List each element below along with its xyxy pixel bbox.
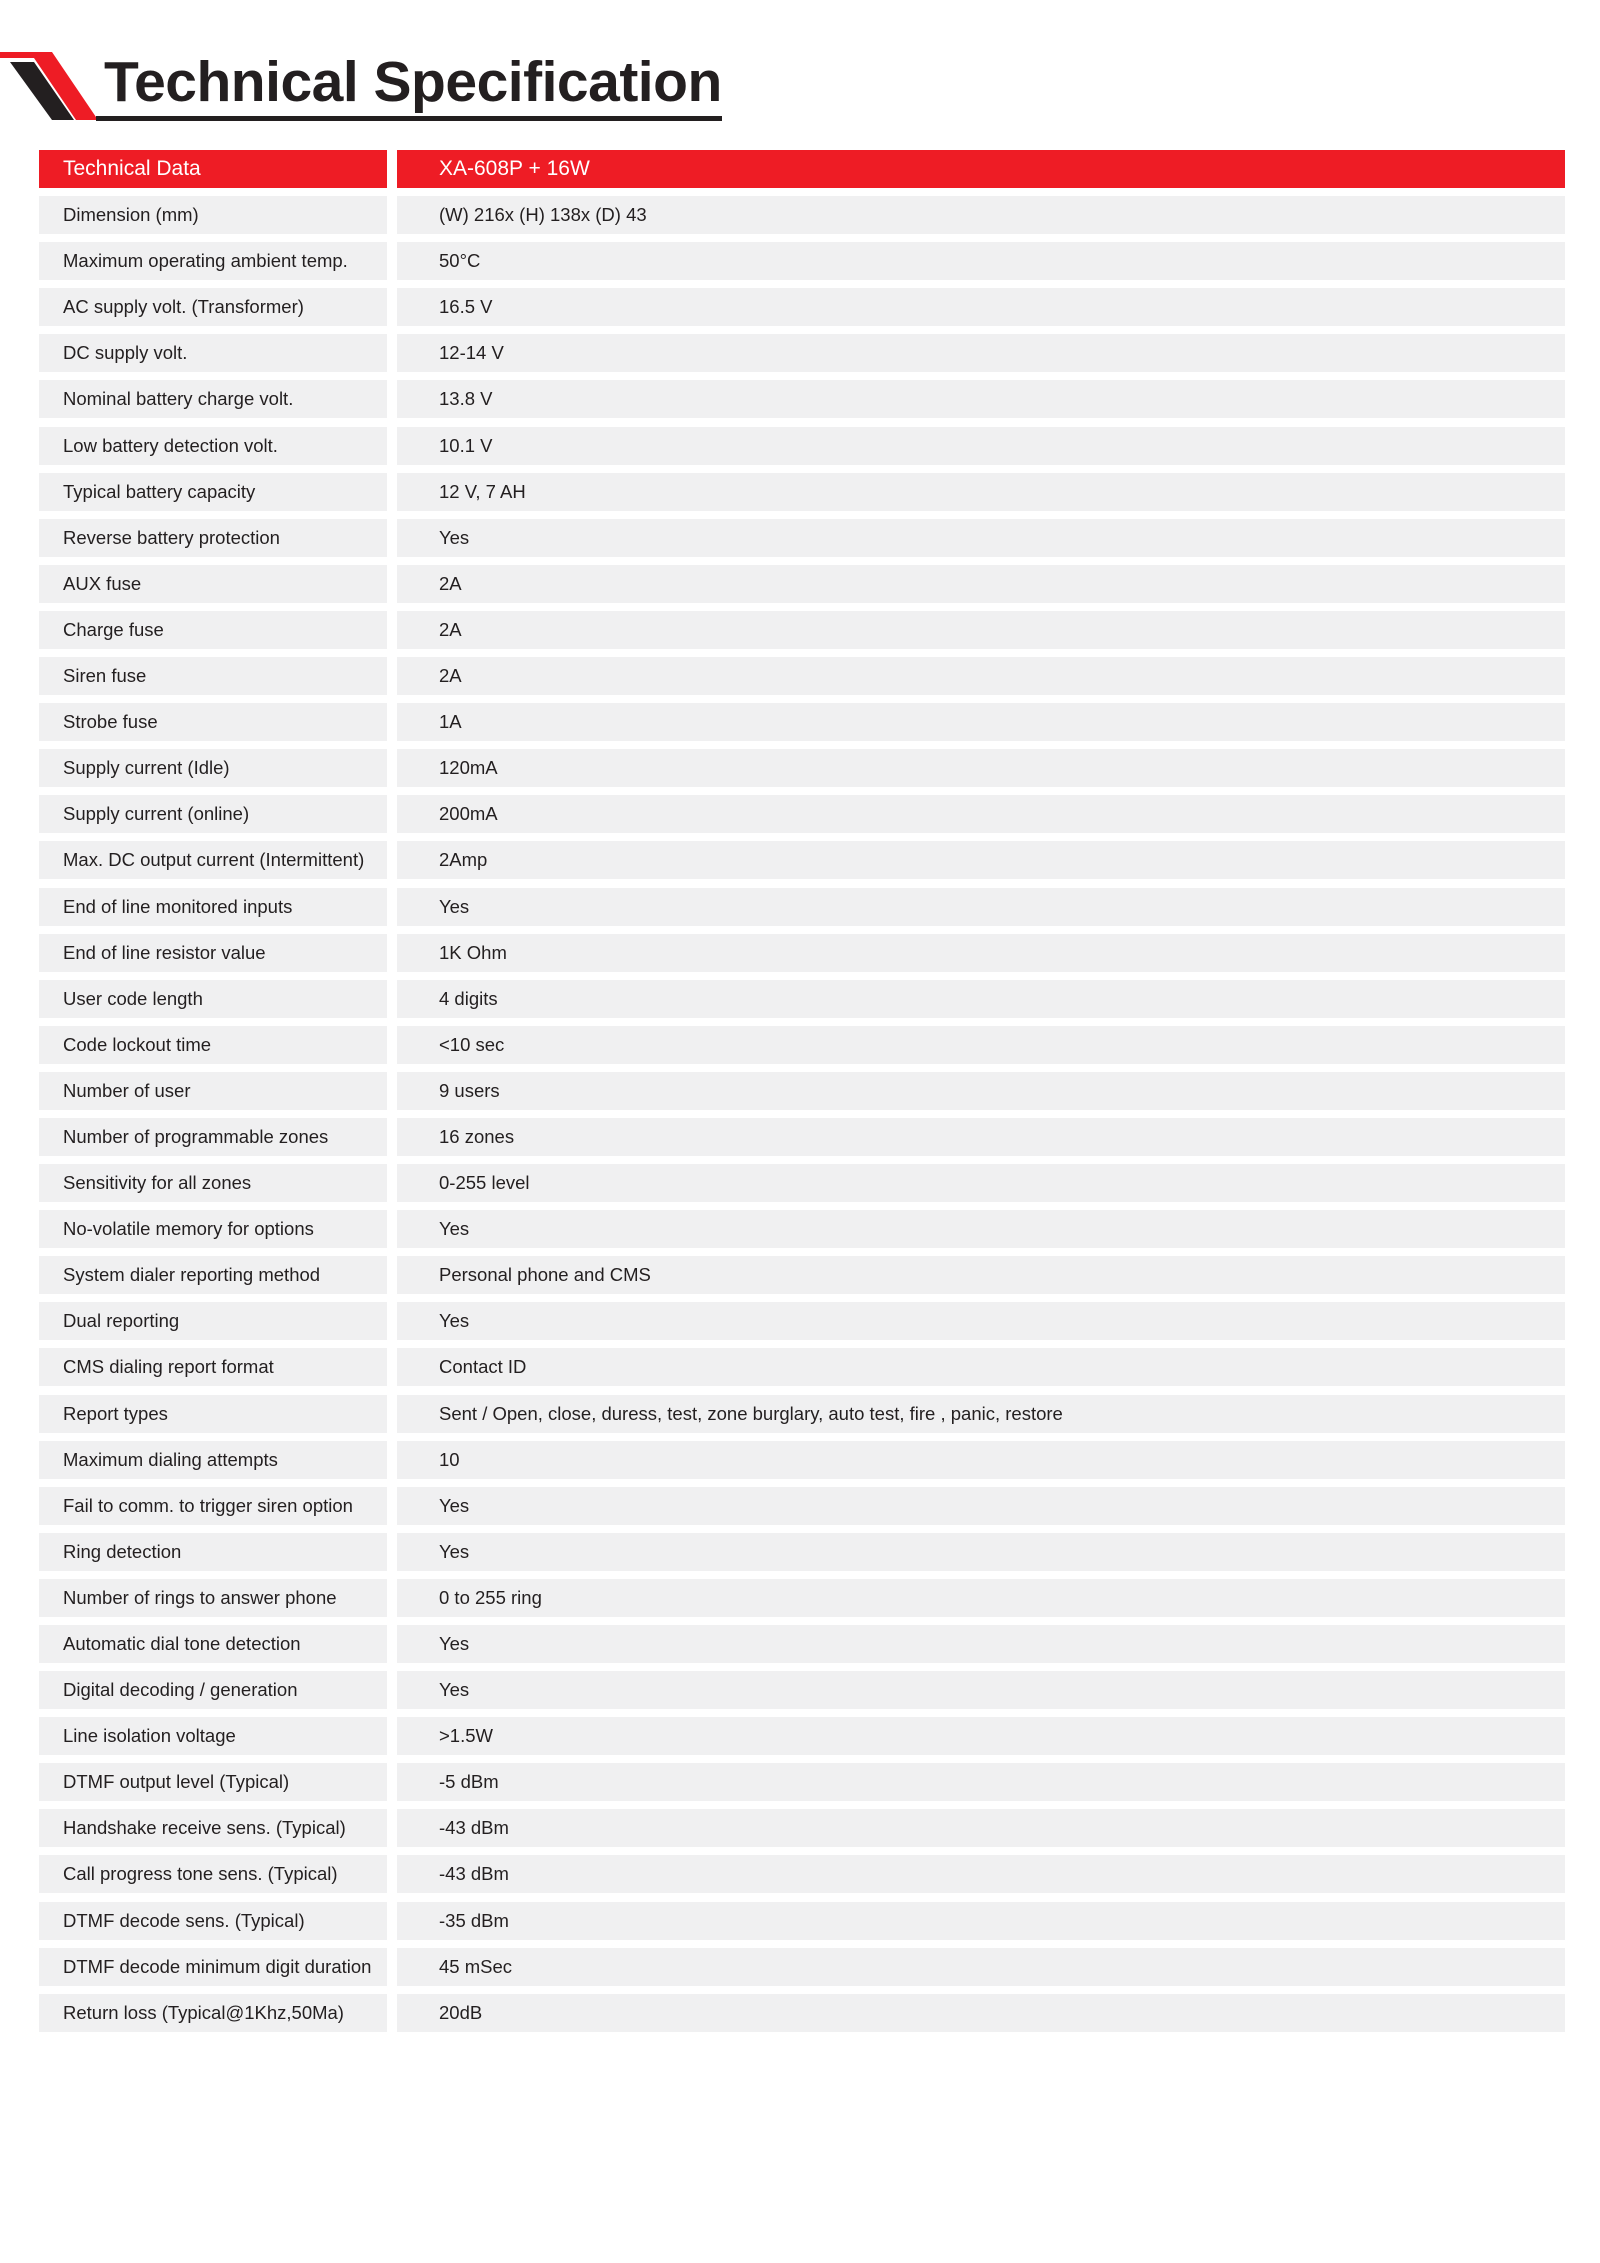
spec-label: AUX fuse [39,565,387,603]
table-row [39,980,1565,1018]
spec-value: 1A [397,703,1565,741]
spec-label: Fail to comm. to trigger siren option [39,1487,387,1525]
table-header-row [39,150,1565,188]
spec-value: 2Amp [397,841,1565,879]
table-row [39,1256,1565,1294]
spec-label: End of line resistor value [39,934,387,972]
spec-label: Code lockout time [39,1026,387,1064]
spec-value: >1.5W [397,1717,1565,1755]
spec-label: Typical battery capacity [39,473,387,511]
table-row [39,242,1565,280]
spec-value: 16.5 V [397,288,1565,326]
spec-value: Yes [397,1487,1565,1525]
spec-value: -5 dBm [397,1763,1565,1801]
spec-table [39,150,1565,2040]
spec-value: Yes [397,888,1565,926]
spec-value: 9 users [397,1072,1565,1110]
spec-label: Supply current (online) [39,795,387,833]
spec-value: Contact ID [397,1348,1565,1386]
table-row [39,1994,1565,2032]
spec-label: Ring detection [39,1533,387,1571]
spec-value: (W) 216x (H) 138x (D) 43 [397,196,1565,234]
spec-label: Max. DC output current (Intermittent) [39,841,387,879]
table-row [39,473,1565,511]
spec-value: -43 dBm [397,1809,1565,1847]
spec-value: 10.1 V [397,427,1565,465]
spec-label: Digital decoding / generation [39,1671,387,1709]
page-header [0,40,740,130]
spec-value: <10 sec [397,1026,1565,1064]
table-row [39,380,1565,418]
spec-value: Yes [397,519,1565,557]
table-row [39,1210,1565,1248]
spec-label: Maximum dialing attempts [39,1441,387,1479]
spec-value: 200mA [397,795,1565,833]
spec-label: Strobe fuse [39,703,387,741]
table-row [39,427,1565,465]
table-row [39,1625,1565,1663]
header-model: XA-608P + 16W [397,150,1565,188]
table-row [39,611,1565,649]
table-row [39,749,1565,787]
table-row [39,1072,1565,1110]
header-technical-data: Technical Data [39,150,387,188]
spec-value: Yes [397,1671,1565,1709]
spec-value: 2A [397,611,1565,649]
table-row [39,934,1565,972]
table-row [39,1717,1565,1755]
table-row [39,288,1565,326]
spec-label: Report types [39,1395,387,1433]
table-row [39,1809,1565,1847]
spec-label: No-volatile memory for options [39,1210,387,1248]
spec-label: Automatic dial tone detection [39,1625,387,1663]
spec-label: Supply current (Idle) [39,749,387,787]
spec-value: Yes [397,1625,1565,1663]
table-row [39,334,1565,372]
table-row [39,519,1565,557]
table-row [39,1855,1565,1893]
table-row [39,703,1565,741]
spec-value: 0-255 level [397,1164,1565,1202]
spec-value: 13.8 V [397,380,1565,418]
spec-label: Handshake receive sens. (Typical) [39,1809,387,1847]
spec-value: Personal phone and CMS [397,1256,1565,1294]
spec-label: Sensitivity for all zones [39,1164,387,1202]
spec-label: System dialer reporting method [39,1256,387,1294]
spec-value: 0 to 255 ring [397,1579,1565,1617]
spec-label: CMS dialing report format [39,1348,387,1386]
spec-value: Yes [397,1302,1565,1340]
table-row [39,1118,1565,1156]
table-row [39,1533,1565,1571]
table-row [39,1579,1565,1617]
table-row [39,841,1565,879]
table-row [39,1441,1565,1479]
spec-value: 2A [397,565,1565,603]
table-row [39,1671,1565,1709]
spec-label: Number of programmable zones [39,1118,387,1156]
spec-label: Line isolation voltage [39,1717,387,1755]
spec-value: Yes [397,1210,1565,1248]
table-row [39,1763,1565,1801]
table-row [39,1948,1565,1986]
spec-label: Nominal battery charge volt. [39,380,387,418]
spec-value: -35 dBm [397,1902,1565,1940]
table-row [39,1164,1565,1202]
spec-value: 12-14 V [397,334,1565,372]
spec-label: Low battery detection volt. [39,427,387,465]
spec-label: AC supply volt. (Transformer) [39,288,387,326]
spec-label: Siren fuse [39,657,387,695]
table-row [39,1487,1565,1525]
table-row [39,1395,1565,1433]
table-row [39,1902,1565,1940]
spec-label: DTMF decode sens. (Typical) [39,1902,387,1940]
spec-label: Dual reporting [39,1302,387,1340]
spec-label: Maximum operating ambient temp. [39,242,387,280]
table-row [39,1348,1565,1386]
table-row [39,1026,1565,1064]
spec-label: Number of user [39,1072,387,1110]
spec-value: 4 digits [397,980,1565,1018]
table-row [39,1302,1565,1340]
spec-label: Dimension (mm) [39,196,387,234]
spec-value: 50°C [397,242,1565,280]
spec-label: DC supply volt. [39,334,387,372]
spec-label: Number of rings to answer phone [39,1579,387,1617]
spec-label: Reverse battery protection [39,519,387,557]
spec-label: DTMF decode minimum digit duration [39,1948,387,1986]
spec-value: 16 zones [397,1118,1565,1156]
spec-value: 2A [397,657,1565,695]
spec-value: 120mA [397,749,1565,787]
spec-label: Charge fuse [39,611,387,649]
table-row [39,888,1565,926]
spec-label: Return loss (Typical@1Khz,50Ma) [39,1994,387,2032]
table-row [39,657,1565,695]
spec-value: 45 mSec [397,1948,1565,1986]
spec-label: DTMF output level (Typical) [39,1763,387,1801]
table-row [39,196,1565,234]
spec-value: 1K Ohm [397,934,1565,972]
page-title: Technical Specification [104,50,722,114]
spec-value: Yes [397,1533,1565,1571]
spec-label: Call progress tone sens. (Typical) [39,1855,387,1893]
spec-value: 10 [397,1441,1565,1479]
table-row [39,565,1565,603]
table-row [39,795,1565,833]
spec-value: 20dB [397,1994,1565,2032]
spec-label: End of line monitored inputs [39,888,387,926]
spec-value: Sent / Open, close, duress, test, zone burglary, auto test, fire , panic, restore [397,1395,1565,1433]
spec-value: -43 dBm [397,1855,1565,1893]
spec-label: User code length [39,980,387,1018]
spec-value: 12 V, 7 AH [397,473,1565,511]
